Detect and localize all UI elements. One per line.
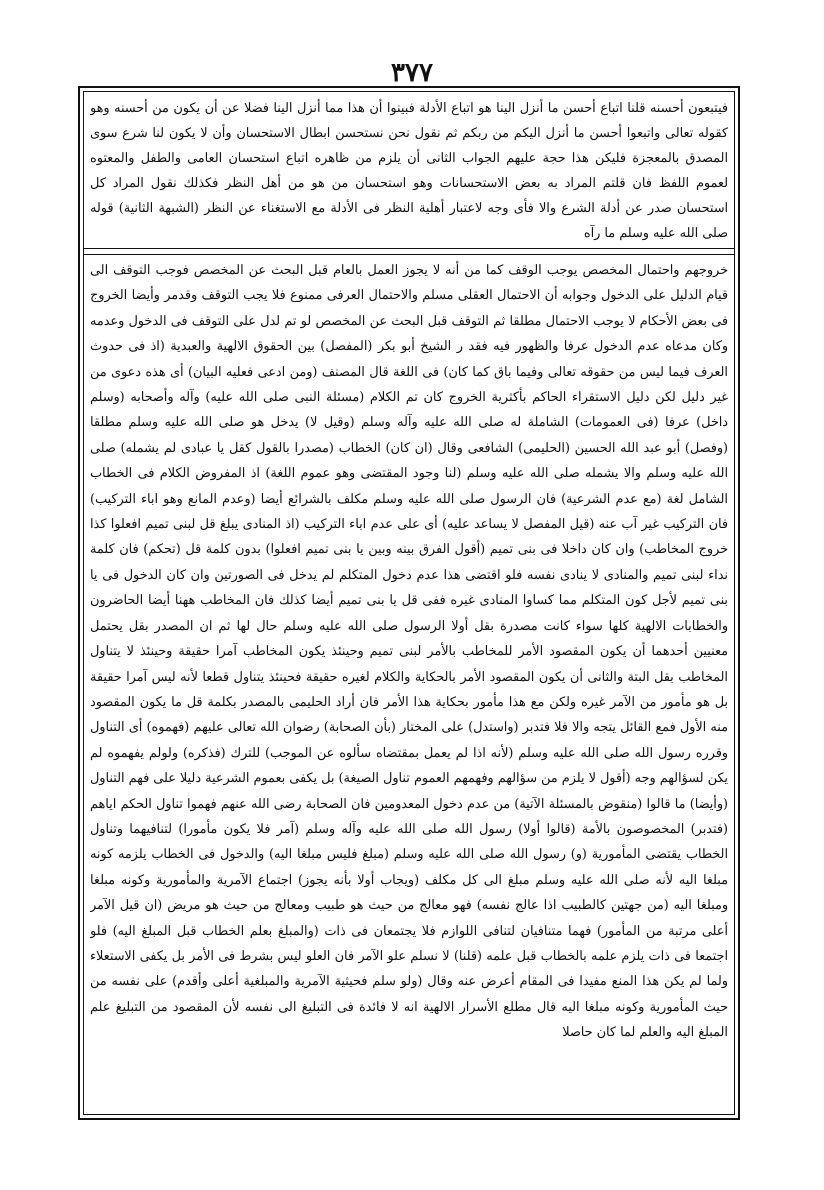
- page-frame: [78, 86, 740, 1120]
- upper-text-block: [90, 96, 728, 246]
- upper-paragraph: فيتبعون أحسنه قلنا اتباع أحسن ما أنزل الينا هو اتباع الأدلة فبينوا أن هذا مما أنزل الينا فضلا عن أن يكون من أحسنه وهو كقوله تعالى واتبعوا أحسن ما أنزل اليكم من ربكم ثم نقول نحن نستحسن ابطال الاستحسان وأن لا يكون لنا شرع سوى المصدق بالمعجزة فليكن هذا حجة عليهم الجواب الثانى أن يلزم من ظاهره اتباع استحسان العامى والطفل والمعتوه لعموم اللفظ فان قلتم المراد به بعض الاستحسانات وهو استحسان من هو من أهل النظر فكذلك نقول المراد كل استحسان صدر عن أدلة الشرع والا فأى وجه لاعتبار أهلية النظر فى الأدلة مع الاستغناء عن النظر (الشبهة الثانية) قوله صلى الله عليه وسلم ما رآه: [90, 101, 728, 241]
- lower-text-block: [90, 258, 728, 1110]
- lower-paragraph: خروجهم واحتمال المخصص يوجب الوقف كما من أنه لا يجوز العمل بالعام قبل البحث عن المخصص فوجب التوقف الى قيام الدليل على الدخول وجوابه أن الاحتمال العقلى مسلم والاحتمال العرفى ممنوع فلا يجب التوقف وقدمر وأيضا الخروج فى بعض الأحكام لا يوجب الاحتمال مطلقا ثم التوقف قبل البحث عن المخصص لو تم لدل على التوقف فى الدخول وعدمه وكان مدعاه عدم الدخول عرفا والظهور فيه فقد ر الشيخ أبو بكر (المفصل) بين الحقوق الالهية والعبدية (اذ فى حدوث العرف فيما ليس من حقوقه تعالى وفيما باق كما كان) فى اللغة قال المصنف (ومن ادعى فعليه البيان) أى هذه دعوى من غير دليل لكن دليل الاستقراء الحاكم بأكثرية الخروج كان تم الكلام (مسئلة النبى صلى الله عليه) وآله وأصحابه (وسلم داخل) عرفا (فى العمومات) الشاملة له صلى الله عليه وآله وسلم (وقيل لا) يدخل هو صلى الله عليه وسلم مطلقا (وفصل) أبو عبد الله الحسين (الحليمى) الشافعى وقال (ان كان) الخطاب (مصدرا بالقول كقل يا عبادى لم يشمله) صلى الله عليه وسلم والا يشمله صلى الله عليه وسلم (لنا وجود المقتضى وهو عموم اللغة) اذ المفروض الكلام فى الخطاب الشامل لغة (مع عدم الشرعية) فان الرسول صلى الله عليه وسلم مكلف بالشرائع أيضا (وعدم المانع وهو اباء التركيب) فان التركيب غير آب عنه (قيل المفصل لا يساعد عليه) أى على عدم اباء التركيب (اذ المنادى يبلغ قل لبنى تميم افعلوا كذا خروج المخاطب) وان كان داخلا فى بنى تميم (أقول الفرق بينه وبين يا بنى تميم افعلوا) بدون كلمة قل (تحكم) فان كلمة نداء لبنى تميم والمنادى لا ينادى نفسه فلو اقتضى هذا عدم دخول المتكلم لم يدخل فى الصورتين وان كان الدخول فى يا بنى تميم لأجل كون المتكلم مما كساوا المنادى غيره ففى قل يا بنى تميم أيضا كذلك فان المخاطب ههنا أيضا الحاضرون والخطابات الالهية كلها سواء كانت مصدرة بقل أولا الرسول صلى الله عليه وسلم حال لها ثم ان المصدر بقل يحتمل معنيين أحدهما أن يكون المقصود الأمر للمخاطب بالأمر لبنى تميم وحينئذ يكون المخاطب آمرا حقيقة وحينئذ لا يتناول المخاطب بقل البتة والثانى أن يكون المقصود الأمر بالحكاية والكلام لغيره حقيقة فحينئذ يتناول قطعا لأنه ليس آمرا حقيقة بل هو مأمور من الآمر غيره ولكن مع هذا مأمور بحكاية هذا الأمر فان أراد الحليمى بالمصدر بكلمة قل ما يكون المقصود منه الأول فمع القائل يتجه والا فلا فتدبر (واستدل) على المختار (بأن الصحابة) رضوان الله تعالى عليهم (فهموه) أى التناول وقرره رسول الله صلى الله عليه وسلم (لأنه اذا لم يعمل بمقتضاه سألوه عن الموجب) للترك (فذكره) ولولم يفهموه لم يكن لسؤالهم وجه (أقول لا يلزم من سؤالهم وفهمهم العموم تناول الصيغة) بل يكفى بعموم الشرعية دليلا على فهم التناول (وأيضا) ما قالوا (منقوض بالمسئلة الآتية) من عدم دخول المعدومين فان الصحابة رضى الله عنهم فهموا تناول الحكم اياهم (فتدبر) المخصوصون بالأمة (قالوا أولا) رسول الله صلى الله عليه وآله وسلم (آمر فلا يكون مأمورا) لتنافيهما وتناول الخطاب يقتضى المأمورية (و) رسول الله صلى الله عليه وسلم (مبلغ فليس مبلغا اليه) والدخول فى الخطاب يلزمه كونه مبلغا اليه لأنه صلى الله عليه وسلم مبلغ الى كل مكلف (ويجاب أولا بأنه يجوز) اجتماع الآمرية والمأمورية وكونه مبلغا ومبلغا اليه (من جهتين كالطبيب اذا عالج نفسه) فهو معالج من حيث هو طبيب ومعالج من حيث هو مريض (ان قيل الآمر أعلى مرتبة من المأمور) فهما متنافيان لتنافى اللوازم فلا يجتمعان فى ذات (والمبلغ بعلم الخطاب قبل المبلغ اليه) فلو اجتمعا فى ذات يلزم علمه بالخطاب قبل علمه (قلنا) لا نسلم علو الآمر فان العلو ليس بشرط فى الأمر بل يكفى الاستعلاء ولما لم يكن هذا المنع مفيدا فى المقام أعرض عنه وقال (ولو سلم فحيثية الآمرية والمبلغية أعلى وأقدم) على نفسه من حيث المأمورية وكونه مبلغا اليه قال مطلع الأسرار الالهية انه لا فائدة فى التبليغ الى نفسه لأن المقصود من التبليغ علم المبلغ اليه والعلم لما كان حاصلا: [90, 263, 728, 1041]
- section-divider: [84, 248, 734, 255]
- page-number: ٣٧٧: [391, 58, 433, 88]
